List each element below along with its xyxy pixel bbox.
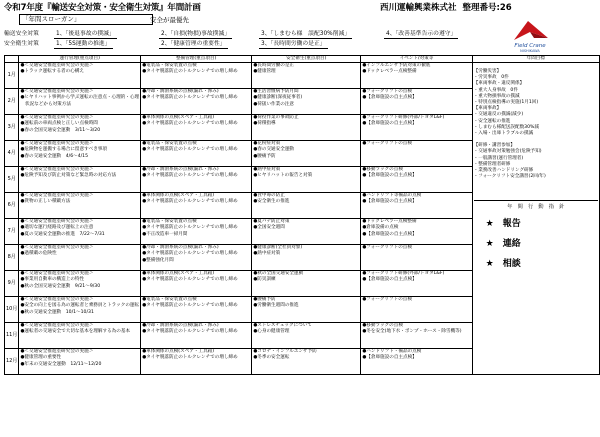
plan-cell-a bbox=[19, 219, 141, 245]
plan-item: ●＜交通安全推進室研究会の実施＞ bbox=[20, 219, 94, 224]
plan-item: ●車体関係の点検(スペア・工具箱) bbox=[142, 271, 215, 276]
annual-goal-line: ・フォークリフト安全講習(2回/年) bbox=[473, 174, 546, 180]
plan-item: ●秋の交通安全運動 10/1～10/31 bbox=[20, 309, 94, 315]
plan-item: ●タイヤ脱落防止のトルクレンチでの増し締め bbox=[142, 355, 238, 361]
plan-item: ●危険物を運搬する場合に留意すべき事項 bbox=[20, 147, 107, 153]
month-cell: 11月 bbox=[5, 323, 19, 349]
plan-item: ●腰痛予防 bbox=[253, 297, 276, 302]
plan-cell-b bbox=[141, 193, 252, 219]
plan-item: ●生活習慣病予防月間 bbox=[253, 89, 299, 94]
plan-item: ●タイヤ脱落防止のトルクレンチでの増し締め bbox=[142, 251, 238, 257]
plan-cell-c bbox=[252, 271, 361, 297]
plan-cell-c bbox=[252, 63, 361, 89]
annual-goal-line: 【労働災害】 bbox=[473, 69, 502, 74]
plan-item: ●移動ラックの点検 bbox=[362, 323, 403, 328]
plan-item: ●フォークリフトの点検 bbox=[362, 89, 412, 94]
plan-cell-c bbox=[252, 297, 361, 323]
plan-cell-b bbox=[141, 349, 252, 375]
annual-goal-line: ・一般講習(運行管理者) bbox=[473, 155, 524, 161]
plan-item: ●適切な運行経路及び運転上の注意 bbox=[20, 225, 94, 231]
plan-item: ●荷積指導 bbox=[253, 121, 276, 127]
action-guideline-title: 年 間 行 動 指 針 bbox=[474, 200, 598, 213]
action-guideline: ★ 報告 bbox=[485, 218, 521, 229]
plan-item: ●腰痛予防 bbox=[253, 153, 276, 159]
plan-cell-d bbox=[361, 89, 472, 115]
month-cell: 4月 bbox=[5, 141, 19, 167]
safety-goals-label: 安全衛生対策 bbox=[4, 41, 39, 47]
logo-subtext: NISHIKAWA bbox=[520, 49, 540, 53]
column-header: 年間目標 bbox=[472, 56, 599, 63]
logo-text: Field Crane bbox=[514, 43, 546, 49]
plan-item: ●タイヤ脱落防止のトルクレンチでの増し締め bbox=[142, 121, 238, 127]
plan-cell-d bbox=[361, 141, 472, 167]
plan-item: ●花粉症対策 bbox=[253, 141, 281, 146]
ref-label: 整理番号: bbox=[462, 3, 500, 13]
plan-cell-a bbox=[19, 89, 141, 115]
plan-item: ●倉庫設備の点検 bbox=[362, 225, 399, 231]
plan-item: ●フォークリフト研修(外部/トヨタL&F) bbox=[362, 271, 445, 276]
plan-item: ●コロナ・インフルエンザ予防 bbox=[253, 349, 317, 354]
plan-item: ●＜交通安全推進室研究会の実施＞ bbox=[20, 115, 94, 120]
plan-cell-b bbox=[141, 167, 252, 193]
plan-item: ●タイヤ脱落防止のトルクレンチでの増し締め bbox=[142, 69, 238, 75]
plan-item: ●ヒヤリハットの報告と対策 bbox=[253, 173, 313, 179]
plan-cell-a bbox=[19, 115, 141, 141]
plan-item: ●ドックレベラー点検整備 bbox=[362, 69, 417, 75]
plan-cell-c bbox=[252, 219, 361, 245]
plan-item: ●【倉庫施設の自主点検】 bbox=[362, 121, 417, 127]
plan-item: ●タイヤ脱落防止のトルクレンチでの増し締め bbox=[142, 277, 238, 283]
plan-item: ●冷却・潤滑系統の点検(漏れ・滲み) bbox=[142, 323, 219, 328]
annual-goal-line: ・業務改善ハンドリング研修 bbox=[473, 168, 534, 174]
annual-goal-line: ・しまむら様配送誤配数30%減 bbox=[473, 124, 539, 130]
plan-item: ●＜交通安全推進室研究会の実施＞ bbox=[20, 323, 94, 328]
action-guideline: ★ 相談 bbox=[485, 258, 521, 269]
annual-goals-panel bbox=[472, 63, 599, 375]
plan-item: ●春の全国交通安全運動 3/11～3/20 bbox=[20, 127, 101, 133]
header-right bbox=[380, 1, 512, 13]
plan-cell-d bbox=[361, 297, 472, 323]
transport-goals-label: 輸送安全対策 bbox=[4, 31, 39, 37]
plan-item: ●冬を安全(地下水・ポンプ・ホース・除雪機等) bbox=[362, 329, 462, 335]
plan-cell-c bbox=[252, 349, 361, 375]
plan-item: ●【倉庫施設の自主点検】 bbox=[362, 277, 417, 283]
plan-cell-b bbox=[141, 245, 252, 271]
plan-item: ●秋の全国交通安全運動 bbox=[253, 271, 304, 276]
column-header: イベント/対策等 bbox=[361, 56, 472, 63]
plan-item: ●過積載の危険性 bbox=[20, 251, 57, 257]
plan-cell-d bbox=[361, 63, 472, 89]
plan-cell-a bbox=[19, 141, 141, 167]
action-guideline: ★ 連絡 bbox=[485, 238, 521, 249]
table-header-row bbox=[5, 56, 600, 63]
plan-item: ●安全の向上を図る為の運転者と乗務員とトラックの運転 bbox=[20, 303, 140, 309]
month-cell: 8月 bbox=[5, 245, 19, 271]
plan-item: ●【倉庫施設の自主点検】 bbox=[362, 173, 417, 179]
plan-item: ●電装品・保安装置の点検 bbox=[142, 141, 197, 146]
plan-item: ●健康診断(全社員対象) bbox=[253, 245, 303, 250]
plan-cell-a bbox=[19, 167, 141, 193]
plan-item: ●荷扱い作業の注意 bbox=[253, 101, 295, 107]
plan-item: ●夏の交通安全運動の推進 7/22～7/31 bbox=[20, 231, 105, 237]
plan-item: ●電装品・保安装置の点検 bbox=[142, 297, 197, 302]
plan-item: ●【倉庫施設の自主点検】 bbox=[362, 355, 417, 361]
column-header: 運行管理(重点項目) bbox=[19, 56, 141, 63]
plan-cell-d bbox=[361, 245, 472, 271]
plan-item: ●秋の全国交通安全運動 9/21～9/30 bbox=[20, 283, 101, 289]
plan-cell-c bbox=[252, 323, 361, 349]
annual-goal-line: ・整備管理者研修 bbox=[473, 161, 511, 167]
plan-item: ●健康診断(深夜従事者) bbox=[253, 95, 303, 101]
plan-item: ●移動ラックの点検 bbox=[362, 167, 403, 172]
plan-item: ●タイヤ脱落防止のトルクレンチでの増し締め bbox=[142, 303, 238, 309]
annual-goal-line: 【研修・講習参加】 bbox=[473, 143, 515, 149]
plan-cell-a bbox=[19, 193, 141, 219]
plan-item: ●＜交通安全推進室研究会の実施＞ bbox=[20, 167, 94, 172]
plan-item: ●ハンドリフト等備品の点検 bbox=[362, 193, 422, 198]
plan-cell-c bbox=[252, 193, 361, 219]
slogan-label: 「年間スローガン」 bbox=[19, 14, 153, 25]
plan-item: ●フォークリフトの点検 bbox=[362, 297, 412, 302]
column-header: 整備管理(重点項目) bbox=[141, 56, 252, 63]
plan-cell-b bbox=[141, 323, 252, 349]
plan-item: ●フォークリフトの点検 bbox=[362, 141, 412, 146]
plan-item: ●【倉庫施設の自主点検】 bbox=[362, 95, 417, 101]
month-cell: 12月 bbox=[5, 349, 19, 375]
annual-goal-line: ・重大人身事故 0件 bbox=[473, 87, 518, 93]
transport-goal: 1、「後退事故の撲滅」 bbox=[56, 31, 115, 37]
plan-item: ●防災訓練 bbox=[253, 277, 276, 283]
plan-item: ●タイヤ脱落防止のトルクレンチでの増し締め bbox=[142, 199, 238, 205]
transport-goal: 2、「自損(物損)事故撲滅」 bbox=[161, 31, 231, 37]
plan-item: ●整備強化月間 bbox=[142, 257, 174, 263]
plan-item: ●フォークリフト研修(外部/トヨタL&F) bbox=[362, 115, 445, 120]
plan-item: ●＜交通安全推進室研究会の実施＞ bbox=[20, 297, 94, 302]
plan-cell-a bbox=[19, 349, 141, 375]
annual-plan-table bbox=[4, 55, 600, 375]
plan-item: ●熱中症対策 bbox=[253, 167, 281, 172]
safety-goal: 3、「長時間労働の是正」 bbox=[261, 41, 326, 47]
annual-goal-line: 【車両事故】 bbox=[473, 106, 502, 112]
table-row bbox=[5, 63, 600, 89]
plan-item: ●＜交通安全推進室研究会の実施＞ bbox=[20, 349, 94, 354]
safety-goal: 2、「健康管理の重要性」 bbox=[161, 41, 226, 47]
plan-item: ●車体関係の点検(スペア・工具箱) bbox=[142, 349, 215, 354]
plan-cell-b bbox=[141, 297, 252, 323]
plan-cell-a bbox=[19, 323, 141, 349]
plan-item: 状況などから対策方法 bbox=[20, 101, 71, 107]
annual-goal-line: ・交通事故対策勉強会(危険予知) bbox=[473, 149, 542, 155]
plan-cell-c bbox=[252, 115, 361, 141]
plan-item: ●＜交通安全推進室研究会の実施＞ bbox=[20, 245, 94, 250]
annual-goal-line: ・重大物損事故の撲滅 bbox=[473, 93, 520, 99]
plan-item: ●安全衛生の推進 bbox=[253, 199, 290, 205]
plan-item: ●タイヤ脱落防止のトルクレンチでの増し締め bbox=[142, 329, 238, 335]
plan-item: ●ドックレベラー点検整備 bbox=[362, 219, 417, 224]
plan-item: ●冷却・潤滑系統の点検(漏れ・滲み) bbox=[142, 245, 219, 250]
column-header bbox=[5, 56, 19, 63]
plan-item: ●ストレスチェックについて bbox=[253, 323, 312, 328]
annual-goal-line: ・労災事故 0件 bbox=[473, 75, 509, 81]
plan-cell-b bbox=[141, 219, 252, 245]
plan-item: ●心身の健康管理 bbox=[253, 329, 290, 335]
plan-item: ●タイヤ脱落防止のトルクレンチでの増し締め bbox=[142, 225, 238, 231]
month-cell: 1月 bbox=[5, 63, 19, 89]
annual-goal-line bbox=[474, 192, 598, 198]
safety-goal: 1、「5S運動の推進」 bbox=[56, 41, 111, 47]
plan-cell-a bbox=[19, 63, 141, 89]
plan-item: ●車体関係の点検(スペア・工具箱) bbox=[142, 115, 215, 120]
plan-item: ●冷却・潤滑系統の点検(漏れ・滲み) bbox=[142, 89, 219, 94]
plan-item: ●電装品・保安装置の点検 bbox=[142, 219, 197, 224]
company-name: 西川運輸興業株式社 bbox=[380, 3, 457, 13]
plan-item: ●＜交通安全推進室研究会の実施＞ bbox=[20, 63, 94, 68]
plan-cell-d bbox=[361, 271, 472, 297]
plan-item: ●長時間労働の是正 bbox=[253, 63, 295, 68]
plan-item: ●不正改造車一掃月間 bbox=[142, 231, 188, 237]
plan-item: ●健康管理の重要性 bbox=[20, 355, 62, 361]
plan-item: ●ハンドリフト・備品の点検 bbox=[362, 349, 422, 354]
plan-item: ●運転者の交通安全で大切な基本を理解する為の基本 bbox=[20, 329, 131, 335]
plan-cell-d bbox=[361, 219, 472, 245]
plan-item: ●タイヤ脱落防止のトルクレンチでの増し締め bbox=[142, 147, 238, 153]
company-logo bbox=[508, 18, 552, 54]
plan-item: ●タイヤ脱落防止のトルクレンチでの増し締め bbox=[142, 95, 238, 101]
transport-goal: 4、「改善基準告示の遵守」 bbox=[386, 31, 457, 37]
transport-goal: 3、「しまむら様 誤配30%削減」 bbox=[261, 31, 351, 37]
plan-item: ●危険予知及び防止対策など緊急時の対応方法 bbox=[20, 173, 117, 179]
annual-goal-line: ・安全運転の推進 bbox=[473, 118, 511, 124]
annual-goal-line: ・入場・出庫トラブルの撲滅 bbox=[473, 131, 534, 137]
plan-item: ●熱中症対策 bbox=[253, 251, 281, 257]
month-cell: 9月 bbox=[5, 271, 19, 297]
plan-item: ●冬季の安全運転 bbox=[253, 355, 290, 361]
plan-cell-b bbox=[141, 89, 252, 115]
plan-item: ●夏バテ防止対策 bbox=[253, 219, 290, 224]
plan-item: ●食中毒の防止 bbox=[253, 193, 285, 198]
column-header: 安全衛生(重点項目) bbox=[252, 56, 361, 63]
plan-item: ●健康管理 bbox=[253, 69, 276, 75]
plan-item: ●【倉庫施設の自主点検】 bbox=[362, 199, 417, 205]
plan-item: ●トラック運転する者の心構え bbox=[20, 69, 85, 75]
plan-item: ●春の交通安全運動 4/6～4/15 bbox=[20, 153, 89, 159]
plan-cell-c bbox=[252, 245, 361, 271]
plan-item: ●労働衛生週間の推進 bbox=[253, 303, 299, 309]
plan-item: ●【倉庫施設の自主点検】 bbox=[362, 231, 417, 237]
plan-cell-d bbox=[361, 193, 472, 219]
slogan-value: 安全が最優先 bbox=[150, 16, 189, 24]
plan-cell-c bbox=[252, 89, 361, 115]
plan-cell-b bbox=[141, 115, 252, 141]
month-cell: 3月 bbox=[5, 115, 19, 141]
annual-goal-line: ・特別点検指導の実施(1月1回) bbox=[473, 100, 539, 106]
plan-item: ●春の交通安全運動 bbox=[253, 147, 295, 153]
plan-cell-c bbox=[252, 141, 361, 167]
plan-cell-d bbox=[361, 167, 472, 193]
plan-cell-d bbox=[361, 115, 472, 141]
ref-number: 26 bbox=[499, 3, 512, 13]
plan-item: ●荷役作業の事故防止 bbox=[253, 115, 299, 120]
plan-item: ●事業用自動車の構造上の特性 bbox=[20, 277, 85, 283]
plan-item: ●運転前の車両点検と正しい点検時間 bbox=[20, 121, 98, 127]
month-cell: 10月 bbox=[5, 297, 19, 323]
plan-item: ●＜交通安全推進室研究会の実施＞ bbox=[20, 89, 94, 94]
plan-cell-b bbox=[141, 271, 252, 297]
plan-item: ●車体関係の点検(スペア・工具箱) bbox=[142, 193, 215, 198]
plan-item: ●＜交通安全推進室研究会の実施＞ bbox=[20, 141, 94, 146]
plan-cell-a bbox=[19, 271, 141, 297]
plan-item: ●電装品・保安装置の点検 bbox=[142, 63, 197, 68]
plan-cell-a bbox=[19, 297, 141, 323]
plan-item: ●＜交通安全推進室研究会の実施＞ bbox=[20, 193, 94, 198]
plan-cell-b bbox=[141, 63, 252, 89]
month-cell: 5月 bbox=[5, 167, 19, 193]
plan-cell-c bbox=[252, 167, 361, 193]
month-cell: 6月 bbox=[5, 193, 19, 219]
plan-item: ●年末の交通安全運動 12/11～12/20 bbox=[20, 361, 102, 367]
month-cell: 7月 bbox=[5, 219, 19, 245]
plan-item: ●インフルエンザ予防対策の徹底 bbox=[362, 63, 431, 68]
document-title: 令和7年度『輸送安全対策・安全衛生対策』年間計画 bbox=[4, 3, 201, 13]
plan-item: ●タイヤ脱落防止のトルクレンチでの増し締め bbox=[142, 173, 238, 179]
plan-item: ●フォークリフトの点検 bbox=[362, 245, 412, 250]
plan-item: ●ヒヤリハット事例から学ぶ運転の注意点・心理的・心理 bbox=[20, 95, 140, 101]
month-cell: 2月 bbox=[5, 89, 19, 115]
plan-item: ●冷却・潤滑系統の点検(漏れ・滲み) bbox=[142, 167, 219, 172]
plan-item: ●貨物の正しい積載方法 bbox=[20, 199, 71, 205]
plan-item: ●全国安全週間 bbox=[253, 225, 285, 231]
annual-goal-line: 【車両事故・違反関係】 bbox=[473, 81, 525, 87]
plan-cell-b bbox=[141, 141, 252, 167]
plan-cell-d bbox=[361, 323, 472, 349]
plan-cell-a bbox=[19, 245, 141, 271]
plan-cell-d bbox=[361, 349, 472, 375]
plan-item: ●＜交通安全推進室研究会の実施＞ bbox=[20, 271, 94, 276]
annual-goal-line: ・交通違反の撲滅(減少) bbox=[473, 112, 524, 118]
